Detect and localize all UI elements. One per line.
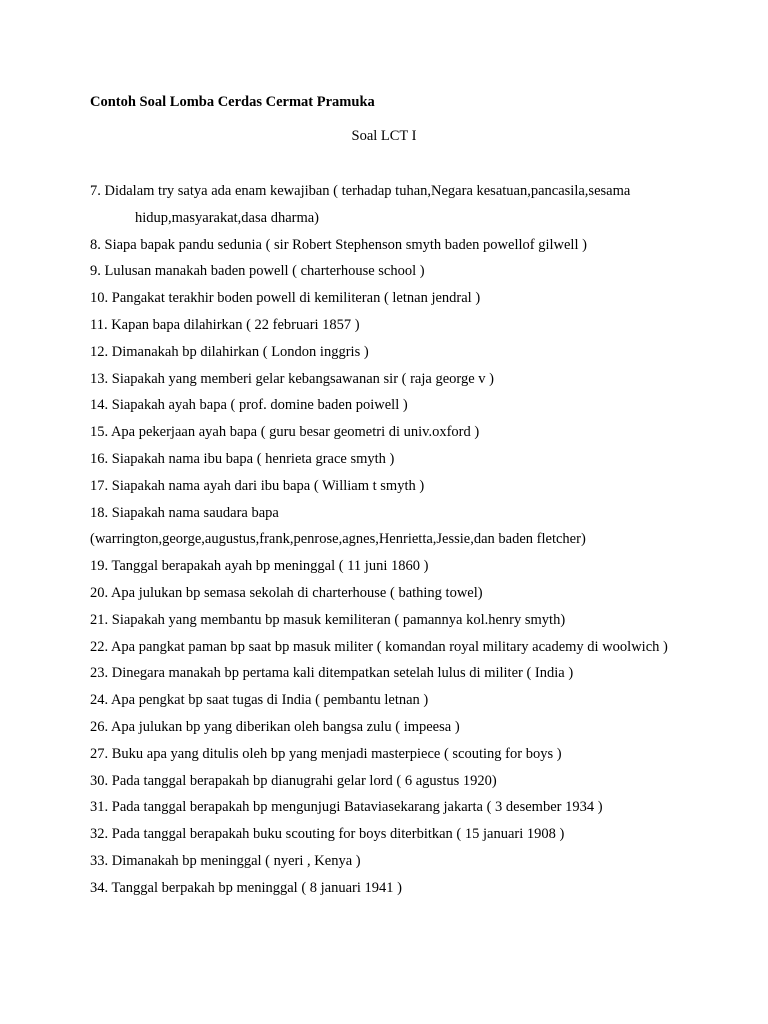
question-list [90, 178, 680, 902]
list-item: 7. Didalam try satya ada enam kewajiban ( terhadap tuhan,Negara kesatuan,pancasila,sesama hidup,masyarakat,dasa dharma) [90, 183, 631, 226]
document-title: Contoh Soal Lomba Cerdas Cermat Pramuka [90, 94, 375, 110]
list-item: 24. Apa pengkat bp saat tugas di India ( pembantu letnan ) [90, 692, 429, 709]
list-item: 33. Dimanakah bp meninggal ( nyeri , Kenya ) [90, 852, 361, 869]
list-item: 13. Siapakah yang memberi gelar kebangsawanan sir ( raja george v ) [90, 370, 494, 387]
list-item: 27. Buku apa yang ditulis oleh bp yang menjadi masterpiece ( scouting for boys ) [90, 745, 562, 762]
list-item: 31. Pada tanggal berapakah bp mengunjugi Bataviasekarang jakarta ( 3 desember 1934 ) [90, 799, 603, 816]
list-item: 19. Tanggal berapakah ayah bp meninggal ( 11 juni 1860 ) [90, 558, 429, 575]
list-item: 14. Siapakah ayah bapa ( prof. domine baden poiwell ) [90, 397, 408, 414]
list-item: 26. Apa julukan bp yang diberikan oleh bangsa zulu ( impeesa ) [90, 718, 460, 735]
list-item: (warrington,george,augustus,frank,penrose,agnes,Henrietta,Jessie,dan baden fletcher) [90, 531, 586, 548]
list-item: 30. Pada tanggal berapakah bp dianugrahi gelar lord ( 6 agustus 1920) [90, 772, 497, 789]
list-item: 10. Pangakat terakhir boden powell di kemiliteran ( letnan jendral ) [90, 290, 481, 307]
list-item: 32. Pada tanggal berapakah buku scouting for boys diterbitkan ( 15 januari 1908 ) [90, 826, 565, 843]
list-item: 22. Apa pangkat paman bp saat bp masuk militer ( komandan royal military academy di woolwich ) [90, 638, 668, 655]
list-item: 9. Lulusan manakah baden powell ( charterhouse school ) [90, 263, 425, 280]
list-item: 12. Dimanakah bp dilahirkan ( London inggris ) [90, 343, 369, 360]
list-item: 21. Siapakah yang membantu bp masuk kemiliteran ( pamannya kol.henry smyth) [90, 611, 566, 628]
list-item: 18. Siapakah nama saudara bapa [90, 504, 279, 521]
list-item: 11. Kapan bapa dilahirkan ( 22 februari 1857 ) [90, 316, 360, 333]
list-item: 34. Tanggal berpakah bp meninggal ( 8 januari 1941 ) [90, 879, 402, 896]
list-item: 20. Apa julukan bp semasa sekolah di charterhouse ( bathing towel) [90, 584, 483, 601]
list-item: 15. Apa pekerjaan ayah bapa ( guru besar geometri di univ.oxford ) [90, 424, 480, 441]
list-item: 16. Siapakah nama ibu bapa ( henrieta grace smyth ) [90, 450, 395, 467]
list-item: 17. Siapakah nama ayah dari ibu bapa ( William t smyth ) [90, 477, 425, 494]
document-subtitle: Soal LCT I [351, 128, 417, 144]
list-item: 8. Siapa bapak pandu sedunia ( sir Robert Stephenson smyth baden powellof gilwell ) [90, 236, 587, 253]
list-item: 23. Dinegara manakah bp pertama kali ditempatkan setelah lulus di militer ( India ) [90, 665, 574, 682]
